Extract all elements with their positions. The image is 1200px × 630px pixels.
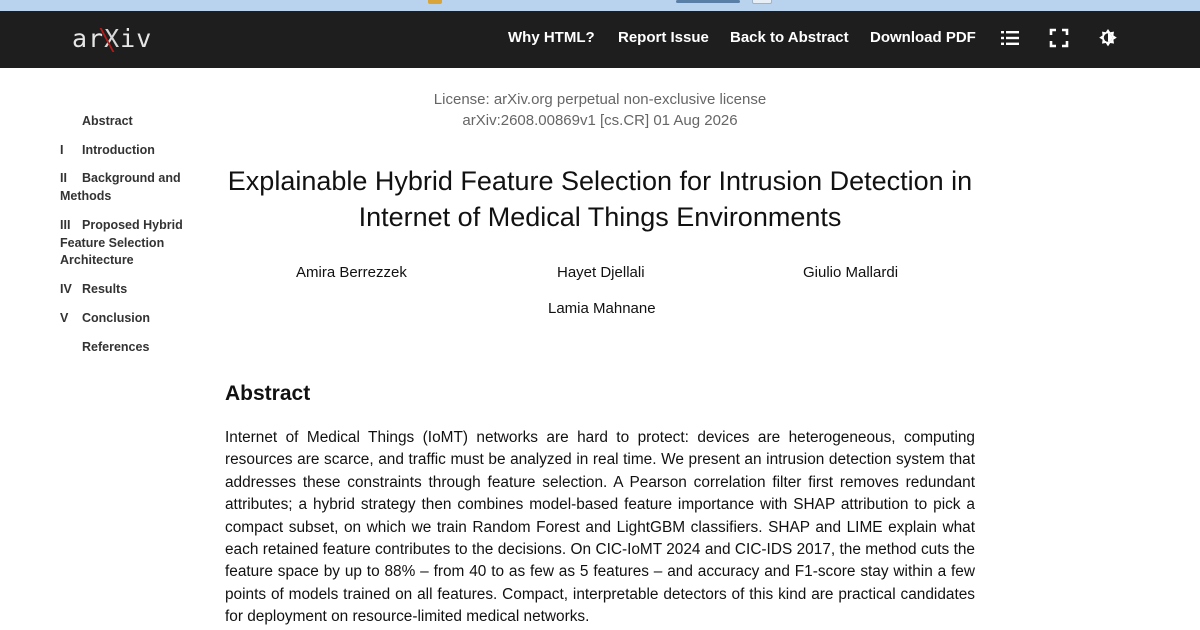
toc-item-background[interactable]: II Background and Methods (60, 171, 181, 203)
toc-item-references[interactable]: References (82, 340, 150, 354)
banner-close-button[interactable] (752, 0, 772, 4)
toc-item-introduction[interactable]: I Introduction (60, 143, 155, 157)
theme-toggle-icon[interactable] (1098, 28, 1118, 48)
author-name: Giulio Mallardi (803, 264, 899, 281)
back-to-abstract-link[interactable]: Back to Abstract (730, 29, 849, 46)
report-issue-link[interactable]: Report Issue (618, 29, 709, 46)
author-name: Lamia Mahnane (548, 300, 656, 317)
browser-banner-strip (0, 0, 1200, 11)
arxiv-identifier: arXiv:2608.00869v1 [cs.CR] 01 Aug 2026 (462, 112, 738, 129)
toc-item-results[interactable]: IV Results (60, 282, 128, 296)
banner-link[interactable] (676, 0, 740, 3)
why-html-link[interactable]: Why HTML? (508, 29, 595, 46)
paper-title: Explainable Hybrid Feature Selection for Intrusion Detection in Internet of Medical Things Environments (227, 166, 973, 232)
toc-item-conclusion[interactable]: V Conclusion (60, 311, 151, 325)
arxiv-logo[interactable]: arXiv (72, 24, 153, 53)
toc-item-proposed-architecture[interactable]: III Proposed Hybrid Feature Selection Architecture (60, 218, 183, 267)
toc-item-abstract[interactable]: Abstract (82, 114, 133, 128)
download-pdf-link[interactable]: Download PDF (870, 29, 976, 46)
author-name: Hayet Djellali (557, 264, 645, 281)
top-navbar (0, 11, 1200, 68)
license-notice: License: arXiv.org perpetual non-exclusive license (433, 91, 767, 108)
fullscreen-icon[interactable] (1049, 28, 1069, 48)
banner-emoji-icon (428, 0, 442, 4)
author-name: Amira Berrezzek (296, 264, 407, 281)
abstract-text: Internet of Medical Things (IoMT) networks are hard to protect: devices are heterogeneous, computing resources are scarce, and traffic must be analyzed in real time. We present an intrusion detection system that addresses these constraints through feature selection. A Pearson correlation filter first removes redundant attributes; a hybrid strategy then combines model-based feature importance with SHAP attribution to pick a compact subset, on which we train Random Forest and LightGBM classifiers. SHAP and LIME explain what each retained feature contributes to the decisions. On CIC-IoMT 2024 and CIC-IDS 2017, the method cuts the feature space by up to 88% – from 40 to as few as 5 features – and accuracy and F1-score stay within a few points of models trained on all features. Compact, interpretable detectors of this kind are practical candidates for deployment on resource-limited medical networks. (225, 429, 975, 626)
list-icon[interactable] (1000, 28, 1020, 48)
abstract-heading: Abstract (225, 382, 311, 405)
